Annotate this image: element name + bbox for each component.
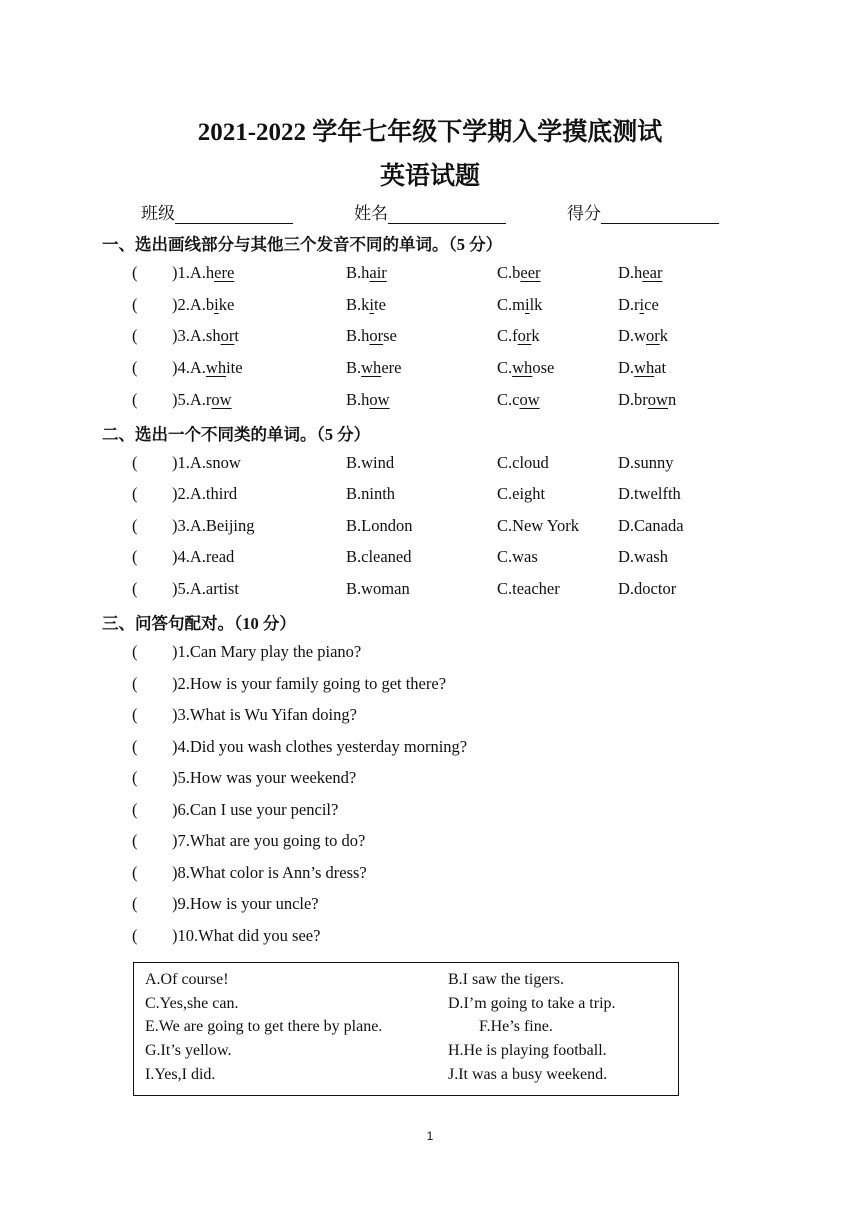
answer-paren: (: [132, 453, 138, 472]
answer-paren: (: [132, 800, 138, 819]
option-a: )5.A.artist: [172, 579, 239, 598]
answer-paren: (: [132, 579, 138, 598]
option-a: )1.A.here: [172, 263, 235, 282]
option-c: C.whose: [497, 358, 555, 377]
question-text: )8.What color is Ann’s dress?: [172, 863, 367, 882]
score-field: [567, 199, 719, 224]
question-text: )2.How is your family going to get there?: [172, 674, 447, 693]
answer-option: J.It was a busy weekend.: [448, 1066, 608, 1083]
answer-paren: (: [132, 547, 138, 566]
answer-option: C.Yes,she can.: [145, 995, 239, 1012]
option-d: D.twelfth: [618, 484, 681, 503]
option-b: B.wind: [346, 453, 395, 472]
option-d: D.brown: [618, 390, 677, 409]
answer-paren: (: [132, 894, 138, 913]
score-label: 得分: [567, 204, 601, 223]
option-b: B.how: [346, 390, 390, 409]
answer-paren: (: [132, 737, 138, 756]
answer-paren: (: [132, 263, 138, 282]
page-number: 1: [426, 1129, 434, 1143]
option-d: D.Canada: [618, 516, 684, 535]
option-b: B.cleaned: [346, 547, 412, 566]
option-a: )3.A.Beijing: [172, 516, 255, 535]
option-c: C.teacher: [497, 579, 560, 598]
answer-paren: (: [132, 674, 138, 693]
score-blank: [601, 205, 719, 224]
answer-paren: (: [132, 326, 138, 345]
question-text: )3.What is Wu Yifan doing?: [172, 705, 357, 724]
section3-heading: 三、问答句配对。（10 分）: [102, 614, 296, 633]
option-a: )1.A.snow: [172, 453, 241, 472]
class-blank: [175, 205, 293, 224]
option-c: C.cow: [497, 390, 540, 409]
name-blank: [388, 205, 506, 224]
option-d: D.hear: [618, 263, 663, 282]
option-b: B.London: [346, 516, 413, 535]
option-d: D.sunny: [618, 453, 674, 472]
option-a: )4.A.read: [172, 547, 235, 566]
option-c: C.cloud: [497, 453, 549, 472]
question-text: )9.How is your uncle?: [172, 894, 319, 913]
option-b: B.horse: [346, 326, 397, 345]
answer-option: A.Of course!: [145, 971, 229, 988]
exam-title: 2021-2022 学年七年级下学期入学摸底测试: [197, 119, 663, 146]
answer-paren: (: [132, 484, 138, 503]
answer-paren: (: [132, 831, 138, 850]
section2-heading: 二、选出一个不同类的单词。（5 分）: [102, 425, 371, 444]
answer-paren: (: [132, 516, 138, 535]
question-text: )5.How was your weekend?: [172, 768, 357, 787]
answer-paren: (: [132, 295, 138, 314]
name-label: 姓名: [354, 204, 388, 223]
option-c: C.was: [497, 547, 538, 566]
option-c: C.eight: [497, 484, 546, 503]
option-d: D.what: [618, 358, 667, 377]
option-b: B.kite: [346, 295, 386, 314]
option-c: C.milk: [497, 295, 543, 314]
option-b: B.hair: [346, 263, 387, 282]
option-d: D.rice: [618, 295, 659, 314]
answer-option: E.We are going to get there by plane.: [145, 1018, 383, 1035]
name-field: [354, 199, 506, 224]
class-label: 班级: [141, 204, 175, 223]
option-a: )2.A.bike: [172, 295, 235, 314]
question-text: )1.Can Mary play the piano?: [172, 642, 362, 661]
option-a: )5.A.row: [172, 390, 232, 409]
option-d: D.doctor: [618, 579, 677, 598]
answer-paren: (: [132, 642, 138, 661]
option-c: C.beer: [497, 263, 541, 282]
question-text: )7.What are you going to do?: [172, 831, 366, 850]
answer-option: H.He is playing football.: [448, 1042, 607, 1059]
answer-paren: (: [132, 768, 138, 787]
question-text: )10.What did you see?: [172, 926, 321, 945]
answer-option: F.He’s fine.: [479, 1018, 553, 1035]
option-d: D.work: [618, 326, 668, 345]
option-a: )4.A.white: [172, 358, 243, 377]
answer-option: B.I saw the tigers.: [448, 971, 564, 988]
question-text: )6.Can I use your pencil?: [172, 800, 339, 819]
answer-paren: (: [132, 926, 138, 945]
option-b: B.ninth: [346, 484, 396, 503]
section1-heading: 一、选出画线部分与其他三个发音不同的单词。（5 分）: [102, 235, 503, 254]
option-a: )3.A.short: [172, 326, 239, 345]
question-text: )4.Did you wash clothes yesterday morning?: [172, 737, 468, 756]
answer-paren: (: [132, 863, 138, 882]
option-b: B.where: [346, 358, 402, 377]
option-d: D.wash: [618, 547, 668, 566]
answer-paren: (: [132, 390, 138, 409]
answer-option: G.It’s yellow.: [145, 1042, 232, 1059]
class-field: [141, 199, 293, 224]
answer-option: I.Yes,I did.: [145, 1066, 216, 1083]
option-a: )2.A.third: [172, 484, 238, 503]
option-c: C.New York: [497, 516, 580, 535]
answer-paren: (: [132, 358, 138, 377]
option-c: C.fork: [497, 326, 540, 345]
answer-option: D.I’m going to take a trip.: [448, 995, 616, 1012]
answer-paren: (: [132, 705, 138, 724]
option-b: B.woman: [346, 579, 410, 598]
exam-subtitle: 英语试题: [379, 163, 480, 190]
